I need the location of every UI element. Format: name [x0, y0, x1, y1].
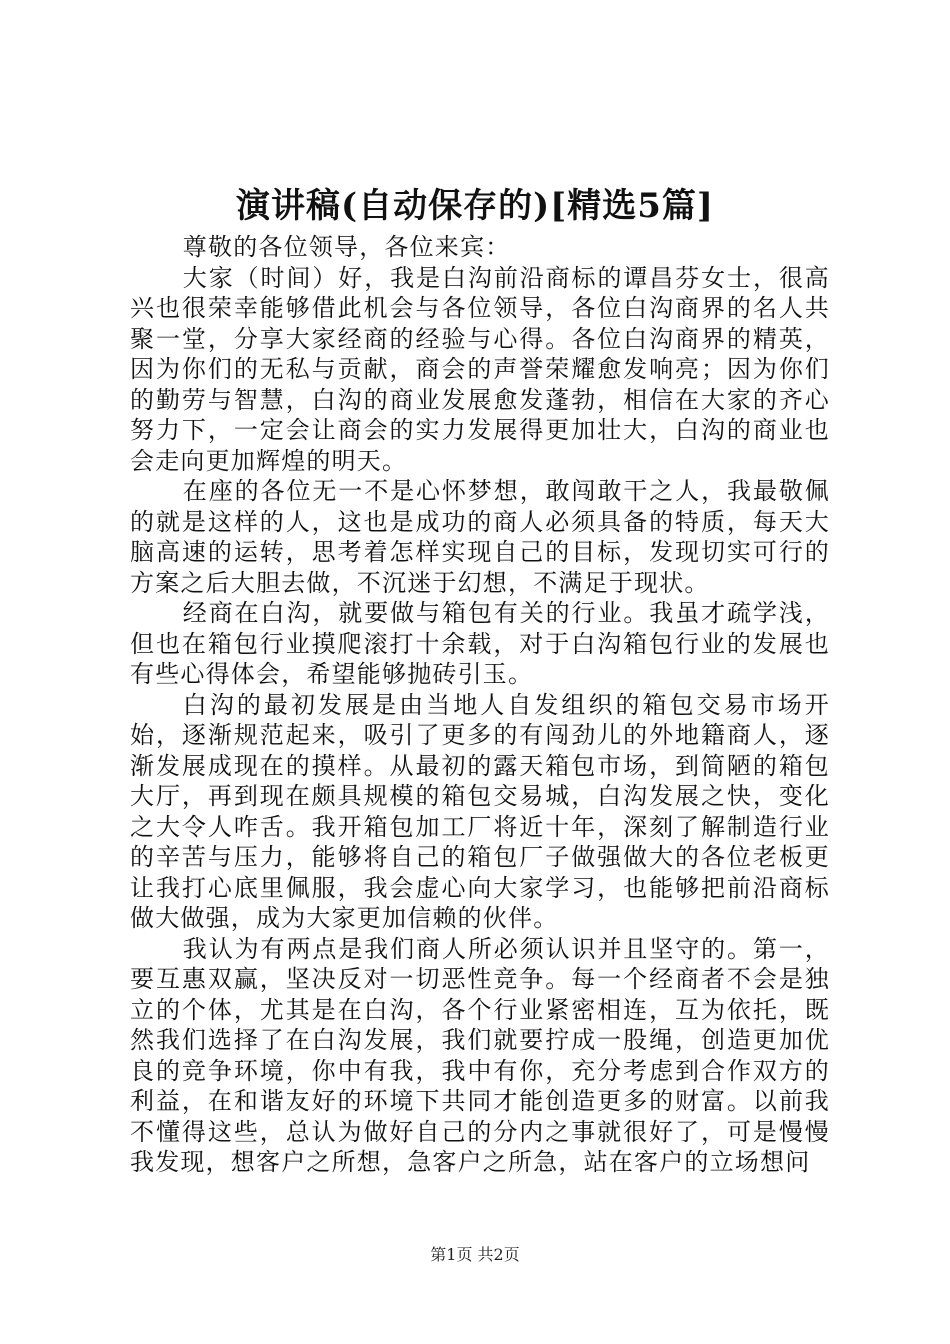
- page-number-footer: 第1页 共2页: [430, 1245, 520, 1264]
- paragraph: 在座的各位无一不是心怀梦想，敢闯敢干之人，我最敬佩的就是这样的人，这也是成功的商人必须具备的特质，每天大脑高速的运转，思考着怎样实现自己的目标，发现切实可行的方案之后大胆去做，不沉迷于幻想，不满足于现状。: [130, 477, 830, 597]
- paragraph: 我认为有两点是我们商人所必须认识并且坚守的。第一，要互惠双赢，坚决反对一切恶性竞争。每一个经商者不会是独立的个体，尤其是在白沟，各个行业紧密相连，互为依托，既然我们选择了在白沟发展，我们就要拧成一股绳，创造更加优良的竞争环境，你中有我，我中有你，充分考虑到合作双方的利益，在和谐友好的环境下共同才能创造更多的财富。以前我不懂得这些，总认为做好自己的分内之事就很好了，可是慢慢我发现，想客户之所想，急客户之所急，站在客户的立场想问: [130, 934, 830, 1176]
- paragraph: 经商在白沟，就要做与箱包有关的行业。我虽才疏学浅，但也在箱包行业摸爬滚打十余载，对于白沟箱包行业的发展也有些心得体会，希望能够抛砖引玉。: [130, 599, 830, 688]
- paragraph: 白沟的最初发展是由当地人自发组织的箱包交易市场开始，逐渐规范起来，吸引了更多的有闯劲儿的外地籍商人，逐渐发展成现在的摸样。从最初的露天箱包市场，到简陋的箱包大厅，再到现在颇具规模的箱包交易城，白沟发展之快，变化之大令人咋舌。我开箱包加工厂将近十年，深刻了解制造行业的辛苦与压力，能够将自己的箱包厂子做强做大的各位老板更让我打心底里佩服，我会虚心向大家学习，也能够把前沿商标做大做强，成为大家更加信赖的伙伴。: [130, 690, 830, 932]
- paragraph-salutation: 尊敬的各位领导，各位来宾：: [182, 233, 511, 261]
- document-title: 演讲稿(自动保存的)[精选5篇]: [235, 186, 714, 226]
- paragraph: 大家（时间）好，我是白沟前沿商标的谭昌芬女士，很高兴也很荣幸能够借此机会与各位领导，各位白沟商界的名人共聚一堂，分享大家经商的经验与心得。各位白沟商界的精英，因为你们的无私与贡献，商会的声誉荣耀愈发响亮；因为你们的勤劳与智慧，白沟的商业发展愈发蓬勃，相信在大家的齐心努力下，一定会让商会的实力发展得更加壮大，白沟的商业也会走向更加辉煌的明天。: [130, 263, 830, 475]
- document-body: [130, 232, 830, 1178]
